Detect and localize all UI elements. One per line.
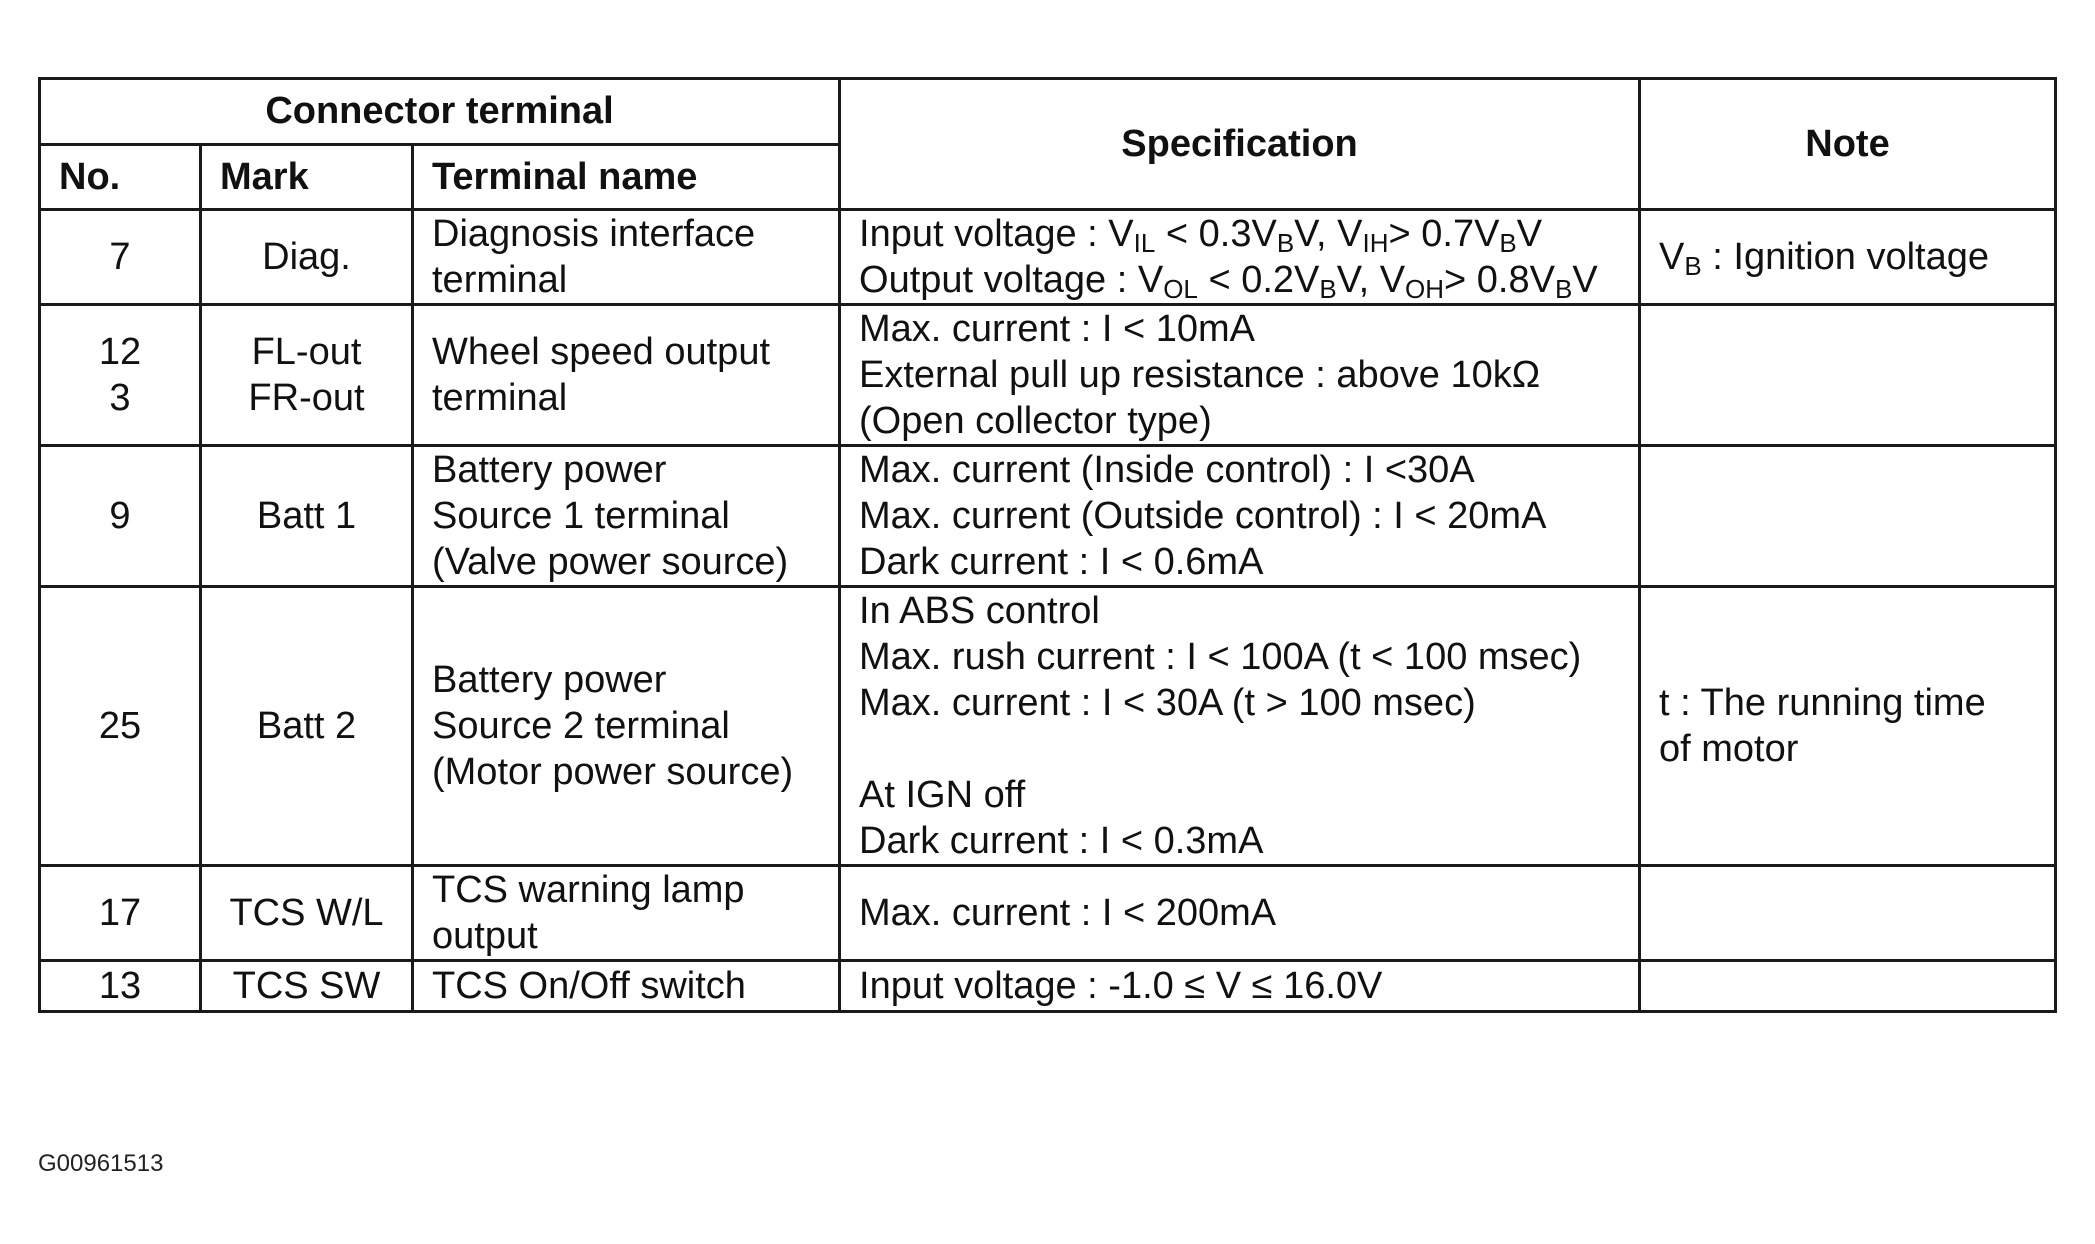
- cell-line: 12: [98, 331, 142, 373]
- table-row: [40, 961, 2056, 1012]
- connector-spec-table: [38, 77, 2057, 1013]
- cell-terminal-name: [413, 587, 840, 866]
- cell-line: [859, 493, 1638, 539]
- cell-line: terminal: [432, 259, 568, 301]
- cell-specification: [840, 866, 1640, 961]
- subscript: IL: [1133, 228, 1156, 258]
- cell-terminal-name: [413, 210, 840, 305]
- text-segment: > 0.8V: [1444, 259, 1555, 301]
- table-row: [40, 587, 2056, 866]
- cell-line: Diagnosis interface: [432, 213, 756, 255]
- text-segment: Max. rush current : I < 100A (t < 100 msec): [859, 636, 1582, 678]
- cell-note: [1640, 866, 2056, 961]
- header-mark: Mark: [201, 144, 413, 210]
- cell-line: FL-out: [251, 331, 362, 373]
- cell-no: [40, 210, 201, 305]
- cell-specification: [840, 210, 1640, 305]
- subscript: IH: [1362, 228, 1389, 258]
- cell-line: [859, 963, 1638, 1009]
- text-segment: < 0.2V: [1197, 259, 1320, 301]
- cell-line: (Valve power source): [432, 541, 789, 583]
- text-segment: : Ignition voltage: [1701, 236, 1990, 278]
- header-specification: Specification: [840, 79, 1640, 210]
- table-body: [40, 210, 2056, 1012]
- cell-no: [40, 587, 201, 866]
- text-segment: V: [1572, 259, 1598, 301]
- cell-terminal-name: [413, 961, 840, 1012]
- cell-note: [1640, 446, 2056, 587]
- cell-mark: [201, 305, 413, 446]
- text-segment: Max. current (Inside control) : I <30A: [859, 449, 1475, 491]
- header-connector-terminal: Connector terminal: [40, 79, 840, 145]
- cell-line: TCS SW: [232, 965, 381, 1007]
- text-segment: < 0.3V: [1155, 213, 1277, 255]
- cell-mark: [201, 866, 413, 961]
- cell-line: [859, 352, 1638, 398]
- cell-line: 3: [109, 377, 131, 419]
- table-row: [40, 866, 2056, 961]
- table-header: [40, 79, 2056, 210]
- text-segment: V: [1516, 213, 1543, 255]
- text-segment: External pull up resistance : above 10kΩ: [859, 354, 1541, 396]
- cell-line: [1659, 726, 2054, 772]
- cell-line: terminal: [432, 377, 568, 419]
- cell-line: Batt 2: [256, 705, 357, 747]
- text-segment: (Open collector type): [859, 400, 1212, 442]
- text-segment: V, V: [1294, 213, 1363, 255]
- text-segment: of motor: [1659, 728, 1799, 770]
- text-segment: Max. current : I < 10mA: [859, 308, 1255, 350]
- cell-line: [859, 890, 1638, 936]
- cell-mark: [201, 210, 413, 305]
- cell-mark: [201, 961, 413, 1012]
- text-segment: Output voltage : V: [859, 259, 1164, 301]
- cell-no: [40, 446, 201, 587]
- cell-note: [1640, 210, 2056, 305]
- cell-line: Batt 1: [256, 495, 357, 537]
- cell-line: [859, 257, 1638, 303]
- cell-line: 13: [98, 965, 142, 1007]
- text-segment: Max. current (Outside control) : I < 20mA: [859, 495, 1547, 537]
- subscript: B: [1499, 228, 1517, 258]
- cell-note: [1640, 587, 2056, 866]
- cell-line: [1659, 680, 2054, 726]
- header-no: No.: [40, 144, 201, 210]
- cell-note: [1640, 305, 2056, 446]
- cell-line: TCS warning lamp: [432, 869, 745, 911]
- cell-mark: [201, 587, 413, 866]
- cell-line: TCS On/Off switch: [432, 965, 746, 1007]
- cell-line: [859, 634, 1638, 680]
- cell-line: [859, 447, 1638, 493]
- subscript: B: [1554, 274, 1573, 304]
- cell-line: Wheel speed output: [432, 331, 771, 373]
- cell-line: [859, 772, 1638, 818]
- cell-line: [859, 398, 1638, 444]
- text-segment: Input voltage : V: [859, 213, 1134, 255]
- cell-line: [859, 306, 1638, 352]
- cell-line: 25: [98, 705, 142, 747]
- cell-line: [859, 680, 1638, 726]
- cell-line: 7: [109, 236, 131, 278]
- cell-line: [859, 818, 1638, 864]
- cell-line: output: [432, 915, 538, 957]
- cell-line: [859, 211, 1638, 257]
- cell-no: [40, 961, 201, 1012]
- cell-line: Source 2 terminal: [432, 705, 730, 747]
- cell-line: [1659, 234, 2054, 280]
- cell-specification: [840, 961, 1640, 1012]
- cell-no: [40, 305, 201, 446]
- cell-mark: [201, 446, 413, 587]
- cell-no: [40, 866, 201, 961]
- cell-note: [1640, 961, 2056, 1012]
- subscript: B: [1684, 251, 1702, 281]
- cell-line: FR-out: [248, 377, 365, 419]
- cell-terminal-name: [413, 446, 840, 587]
- text-segment: V: [1659, 236, 1685, 278]
- table-row: [40, 210, 2056, 305]
- header-terminal-name: Terminal name: [413, 144, 840, 210]
- text-segment: Input voltage : -1.0 ≤ V ≤ 16.0V: [859, 965, 1383, 1007]
- blank-line: [859, 726, 1638, 772]
- cell-line: [859, 539, 1638, 585]
- text-segment: Dark current : I < 0.6mA: [859, 541, 1264, 583]
- subscript: B: [1319, 274, 1337, 304]
- table-row: [40, 446, 2056, 587]
- cell-line: 17: [98, 892, 142, 934]
- header-note: Note: [1640, 79, 2056, 210]
- figure-id: G00961513: [38, 1150, 164, 1177]
- cell-line: Diag.: [262, 236, 351, 278]
- table-row: [40, 305, 2056, 446]
- text-segment: t : The running time: [1659, 682, 1986, 724]
- subscript: OL: [1163, 274, 1198, 304]
- text-segment: At IGN off: [859, 774, 1026, 816]
- cell-line: Battery power: [432, 449, 667, 491]
- cell-line: 9: [109, 495, 131, 537]
- cell-terminal-name: [413, 305, 840, 446]
- cell-line: Battery power: [432, 659, 667, 701]
- cell-line: [859, 588, 1638, 634]
- text-segment: V, V: [1336, 259, 1406, 301]
- subscript: B: [1276, 228, 1295, 258]
- cell-specification: [840, 587, 1640, 866]
- text-segment: Max. current : I < 200mA: [859, 892, 1277, 934]
- cell-line: Source 1 terminal: [432, 495, 730, 537]
- cell-line: (Motor power source): [432, 751, 794, 793]
- text-segment: In ABS control: [859, 590, 1100, 632]
- subscript: OH: [1405, 274, 1445, 304]
- text-segment: Dark current : I < 0.3mA: [859, 820, 1264, 862]
- cell-specification: [840, 305, 1640, 446]
- cell-line: TCS W/L: [229, 892, 384, 934]
- cell-terminal-name: [413, 866, 840, 961]
- text-segment: > 0.7V: [1388, 213, 1500, 255]
- text-segment: Max. current : I < 30A (t > 100 msec): [859, 682, 1476, 724]
- cell-specification: [840, 446, 1640, 587]
